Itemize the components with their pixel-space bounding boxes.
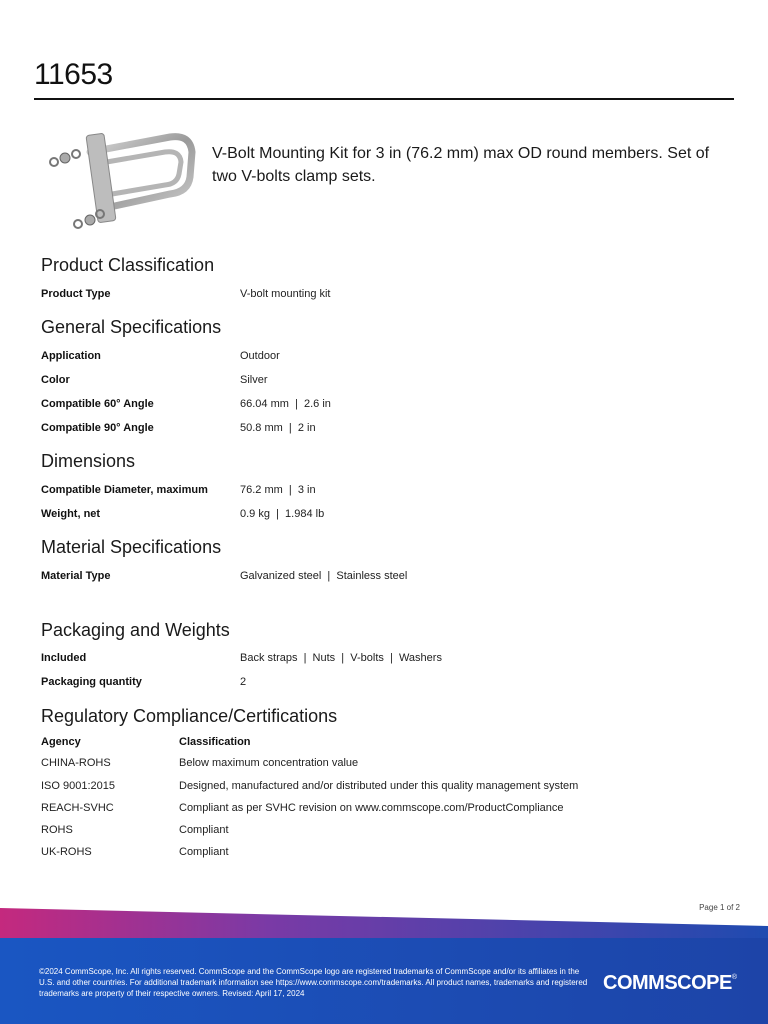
title-rule <box>34 98 734 100</box>
table-header-agency: Agency <box>41 736 81 748</box>
logo-registered-mark: ® <box>731 974 737 981</box>
section-heading-general-specifications: General Specifications <box>41 317 222 337</box>
regulatory-agency: CHINA-ROHS <box>41 757 111 769</box>
spec-value: 50.8 mm | 2 in <box>240 422 316 434</box>
section-heading-product-classification: Product Classification <box>41 255 215 275</box>
regulatory-classification: Compliant <box>179 846 229 858</box>
regulatory-agency: UK-ROHS <box>41 846 92 858</box>
spec-label: Compatible Diameter, maximum <box>41 484 208 496</box>
spec-label: Compatible 90° Angle <box>41 422 154 434</box>
spec-value: Outdoor <box>240 350 280 362</box>
spec-label: Compatible 60° Angle <box>41 398 154 410</box>
spec-label: Application <box>41 350 101 362</box>
spec-value: Back straps | Nuts | V-bolts | Washers <box>240 652 442 664</box>
product-description: V-Bolt Mounting Kit for 3 in (76.2 mm) max OD round members. Set of two V-bolts clamp sets. <box>212 145 710 185</box>
regulatory-agency: REACH-SVHC <box>41 802 114 814</box>
regulatory-classification: Compliant as per SVHC revision on www.commscope.com/ProductCompliance <box>179 802 564 814</box>
part-number: 11653 <box>34 58 113 91</box>
table-header-classification: Classification <box>179 736 251 748</box>
spec-value: 2 <box>240 676 247 688</box>
page-number: Page 1 of 2 <box>699 903 740 912</box>
regulatory-classification: Designed, manufactured and/or distributed under this quality management system <box>179 780 579 792</box>
v-bolt-product-image <box>40 112 205 237</box>
spec-label: Color <box>41 374 70 386</box>
section-heading-material-specifications: Material Specifications <box>41 537 222 557</box>
section-heading-dimensions: Dimensions <box>41 451 136 471</box>
spec-label: Included <box>41 652 87 664</box>
logo-text: COMMSCOPE <box>603 972 732 994</box>
commscope-logo <box>603 972 737 995</box>
section-heading-packaging: Packaging and Weights <box>41 620 230 640</box>
spec-label: Packaging quantity <box>41 676 142 688</box>
spec-value: Silver <box>240 374 268 386</box>
regulatory-classification: Below maximum concentration value <box>179 757 359 769</box>
spec-value: 76.2 mm | 3 in <box>240 484 316 496</box>
section-heading-regulatory: Regulatory Compliance/Certifications <box>41 706 338 726</box>
spec-label: Material Type <box>41 570 111 582</box>
regulatory-classification: Compliant <box>179 824 229 836</box>
spec-label: Product Type <box>41 288 111 300</box>
regulatory-agency: ROHS <box>41 824 73 836</box>
spec-label: Weight, net <box>41 508 101 520</box>
spec-value: 0.9 kg | 1.984 lb <box>240 508 325 520</box>
footer-legal-text: ©2024 CommScope, Inc. All rights reserved. CommScope and the CommScope logo are registered trademarks of CommScope and/or its affiliates in the U.S. and other countries. For additional trademark information see https://www.commscope.com/trademarks. All product names, trademarks and registered trademarks are property of their respective owners. Revised: April 17, 2024 <box>39 967 588 998</box>
spec-value: V-bolt mounting kit <box>240 288 331 300</box>
footer-gradient-band <box>0 880 768 1024</box>
regulatory-agency: ISO 9001:2015 <box>41 780 116 792</box>
spec-value: Galvanized steel | Stainless steel <box>240 570 408 582</box>
spec-value: 66.04 mm | 2.6 in <box>240 398 331 410</box>
